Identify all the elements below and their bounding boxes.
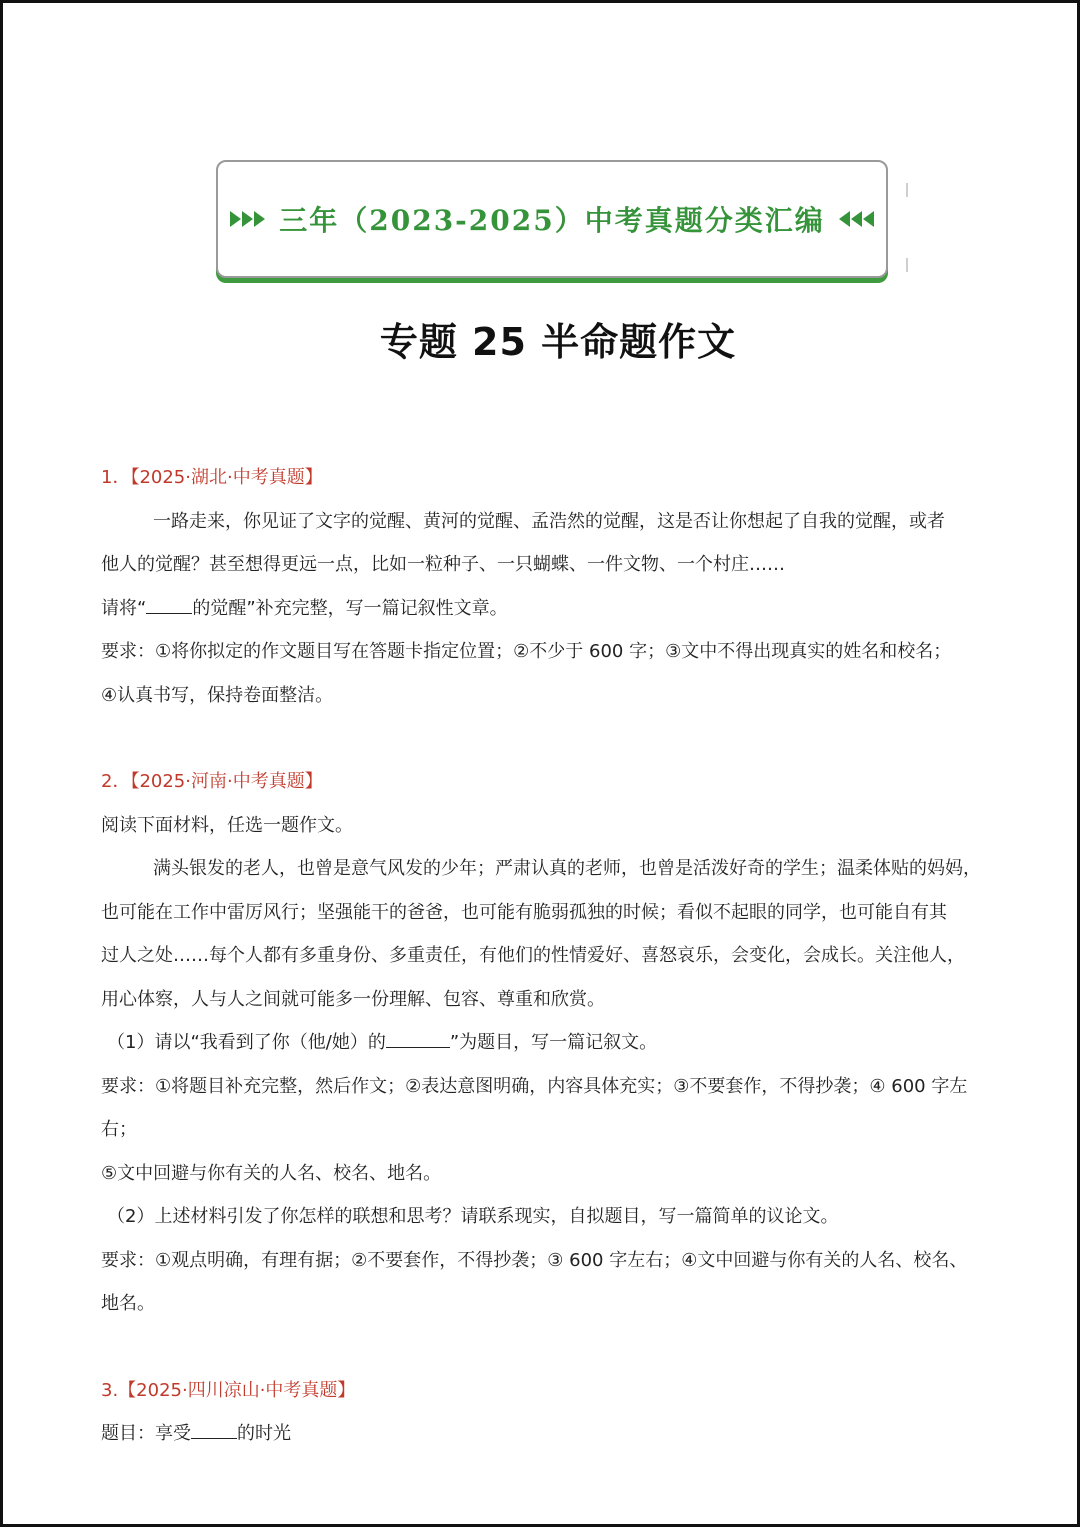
question-3-heading: 3.【2025·四川凉山·中考真题】	[101, 1379, 356, 1401]
question-2-heading: 2．【2025·河南·中考真题】	[101, 771, 323, 792]
banner-edge-mark	[906, 258, 908, 272]
question-list	[101, 456, 1001, 1456]
question-2-option-2: （2）上述材料引发了你怎样的联想和思考？请联系现实，自拟题目，写一篇简单的议论文。	[107, 1206, 839, 1227]
question-2-material-line: 满头银发的老人，也曾是意气风发的少年；严肃认真的老师，也曾是活泼好奇的学生；温柔体贴的妈妈，	[153, 858, 981, 879]
triple-arrow-right-icon	[230, 211, 265, 227]
question-2-option-2-requirements: 地名。	[101, 1293, 155, 1314]
question-2-option-1-requirements: ⑤文中回避与你有关的人名、校名、地名。	[101, 1162, 442, 1184]
fill-blank	[386, 1027, 450, 1048]
question-1-instruction: 请将“ 的觉醒”补充完整，写一篇记叙性文章。	[101, 587, 1001, 631]
question-1-requirements: 要求：①将你拟定的作文题目写在答题卡指定位置；②不少于 600 字；③文中不得出现真实的姓名和校名；	[101, 641, 952, 662]
question-1-prompt-line: 他人的觉醒？甚至想得更远一点，比如一粒种子、一只蝴蝶、一件文物、一个村庄……	[101, 554, 785, 575]
question-2-option-1-requirements: 要求：①将题目补充完整，然后作文；②表达意图明确，内容具体充实；③不要套作，不得抄袭；④ 600 字左右；	[101, 1075, 968, 1140]
question-1-heading: 1．【2025·湖北·中考真题】	[101, 467, 323, 488]
series-banner	[216, 160, 888, 278]
banner-title: 三年（2023-2025）中考真题分类汇编	[279, 204, 825, 237]
question-2-material-line: 也可能在工作中雷厉风行；坚强能干的爸爸，也可能有脆弱孤独的时候；看似不起眼的同学，也可能自有其	[101, 901, 947, 923]
page-title: 专题 25 半命题作文	[379, 320, 737, 364]
banner-edge-mark	[906, 183, 908, 197]
fill-blank	[146, 593, 192, 614]
question-2-material-line: 用心体察，人与人之间就可能多一份理解、包容、尊重和欣赏。	[101, 988, 605, 1010]
question-2-intro: 阅读下面材料，任选一题作文。	[101, 814, 353, 836]
question-2-material-line: 过人之处……每个人都有多重身份、多重责任，有他们的性情爱好、喜怒哀乐，会变化，会成长。关注他人，	[101, 945, 965, 966]
triple-arrow-left-icon	[839, 211, 874, 227]
question-2-option-1: （1）请以“我看到了你（他/她）的 ”为题目，写一篇记叙文。	[101, 1021, 1001, 1065]
question-1-requirements: ④认真书写，保持卷面整洁。	[101, 684, 334, 706]
question-3-topic: 题目：享受 的时光	[101, 1412, 1001, 1456]
fill-blank	[191, 1418, 237, 1439]
question-2-option-2-requirements: 要求：①观点明确，有理有据；②不要套作，不得抄袭；③ 600 字左右；④文中回避与你有关的人名、校名、	[101, 1249, 968, 1271]
question-1-prompt-line: 一路走来，你见证了文字的觉醒、黄河的觉醒、孟浩然的觉醒，这是否让你想起了自我的觉醒，或者	[153, 510, 945, 532]
